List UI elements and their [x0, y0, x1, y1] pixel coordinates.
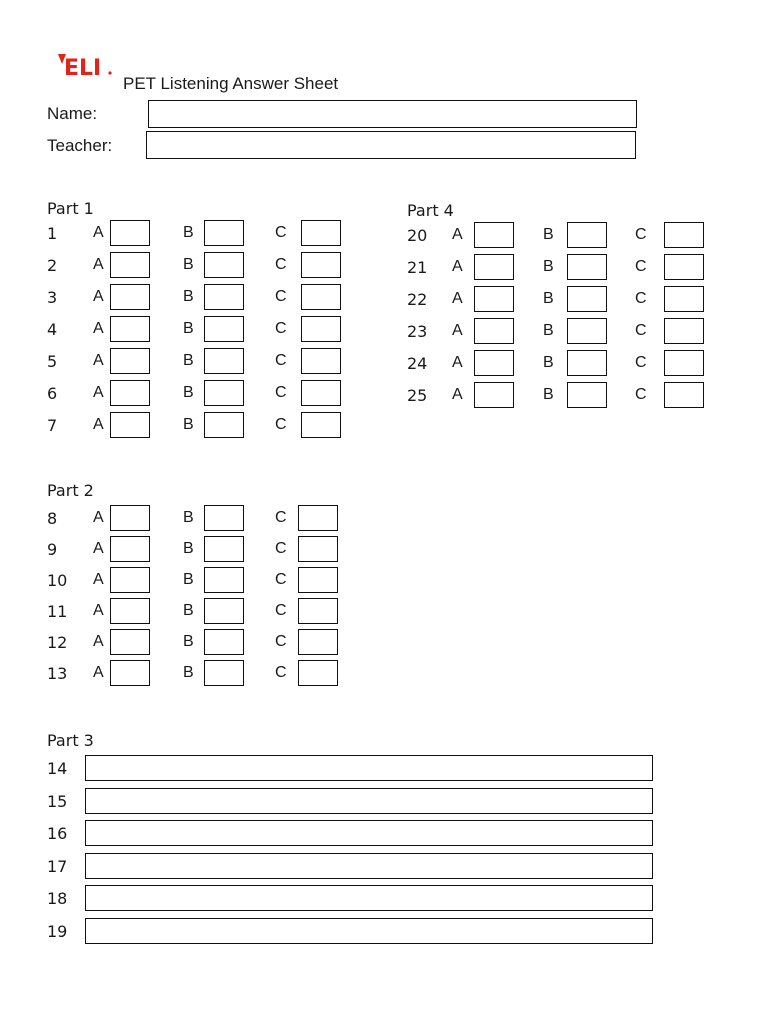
question-number: 5 [47, 352, 58, 371]
part3-heading: Part 3 [47, 731, 94, 750]
answer-box-q11-a[interactable] [110, 598, 150, 624]
option-label-a: A [93, 571, 104, 588]
option-label-b: B [183, 602, 194, 619]
question-number: 14 [47, 759, 68, 778]
option-label-c: C [275, 509, 287, 526]
question-number: 17 [47, 856, 68, 876]
option-label-a: A [452, 386, 463, 403]
option-label-b: B [543, 290, 554, 307]
option-label-b: B [183, 384, 194, 401]
option-label-b: B [543, 258, 554, 275]
question-number: 7 [47, 416, 58, 435]
option-label-c: C [275, 664, 287, 681]
option-label-a: A [452, 354, 463, 371]
option-label-b: B [543, 386, 554, 403]
question-number: 15 [47, 791, 68, 811]
answer-box-q10-c[interactable] [298, 567, 338, 593]
option-label-a: A [93, 416, 104, 433]
answer-box-q11-b[interactable] [204, 598, 244, 624]
answer-box-q21-b[interactable] [567, 254, 607, 280]
answer-box-q2-c[interactable] [301, 252, 341, 278]
answer-box-q21-c[interactable] [664, 254, 704, 280]
option-label-c: C [635, 290, 647, 307]
question-number: 4 [47, 320, 58, 339]
answer-box-q24-a[interactable] [474, 350, 514, 376]
option-label-c: C [275, 384, 287, 401]
svg-text:ELI: ELI [64, 56, 102, 78]
part4-heading: Part 4 [407, 201, 454, 220]
answer-box-q10-b[interactable] [204, 567, 244, 593]
question-number: 1 [47, 224, 58, 243]
option-label-b: B [183, 664, 194, 681]
answer-box-q7-a[interactable] [110, 412, 150, 438]
option-label-c: C [635, 322, 647, 339]
option-label-b: B [183, 256, 194, 273]
question-number: 13 [47, 664, 68, 683]
answer-box-q2-b[interactable] [204, 252, 244, 278]
answer-box-q6-b[interactable] [204, 380, 244, 406]
option-label-c: C [275, 416, 287, 433]
option-label-a: A [93, 509, 104, 526]
answer-box-q25-a[interactable] [474, 382, 514, 408]
question-number: 8 [47, 509, 58, 528]
option-label-b: B [183, 540, 194, 557]
option-label-b: B [183, 224, 194, 241]
question-number: 25 [407, 386, 428, 405]
eli-logo [56, 52, 114, 78]
option-label-b: B [543, 354, 554, 371]
answer-box-q23-b[interactable] [567, 318, 607, 344]
answer-field-q16[interactable] [85, 820, 653, 846]
answer-box-q6-c[interactable] [301, 380, 341, 406]
answer-box-q3-c[interactable] [301, 284, 341, 310]
question-number: 2 [47, 256, 58, 275]
answer-box-q4-a[interactable] [110, 316, 150, 342]
answer-box-q25-c[interactable] [664, 382, 704, 408]
option-label-a: A [93, 664, 104, 681]
option-label-b: B [183, 352, 194, 369]
answer-box-q5-b[interactable] [204, 348, 244, 374]
answer-field-q15[interactable] [85, 788, 653, 814]
answer-box-q22-a[interactable] [474, 286, 514, 312]
answer-box-q20-b[interactable] [567, 222, 607, 248]
option-label-a: A [93, 288, 104, 305]
option-label-c: C [635, 258, 647, 275]
question-number: 18 [47, 889, 68, 908]
name-field[interactable] [148, 100, 637, 128]
answer-box-q13-c[interactable] [298, 660, 338, 686]
answer-box-q3-b[interactable] [204, 284, 244, 310]
option-label-c: C [275, 224, 287, 241]
option-label-b: B [543, 322, 554, 339]
answer-box-q22-b[interactable] [567, 286, 607, 312]
question-number: 22 [407, 290, 428, 309]
option-label-c: C [275, 256, 287, 273]
option-label-a: A [93, 224, 104, 241]
option-label-c: C [275, 633, 287, 650]
answer-box-q5-c[interactable] [301, 348, 341, 374]
question-number: 10 [47, 571, 68, 590]
option-label-c: C [635, 386, 647, 403]
answer-box-q8-a[interactable] [110, 505, 150, 531]
option-label-b: B [183, 288, 194, 305]
option-label-c: C [275, 352, 287, 369]
answer-box-q3-a[interactable] [110, 284, 150, 310]
question-number: 21 [407, 258, 428, 277]
answer-box-q22-c[interactable] [664, 286, 704, 312]
answer-field-q17[interactable] [85, 853, 653, 879]
answer-box-q9-c[interactable] [298, 536, 338, 562]
question-number: 6 [47, 384, 58, 403]
answer-box-q20-a[interactable] [474, 222, 514, 248]
answer-box-q12-a[interactable] [110, 629, 150, 655]
question-number: 11 [47, 602, 68, 621]
answer-box-q23-a[interactable] [474, 318, 514, 344]
answer-box-q8-c[interactable] [298, 505, 338, 531]
option-label-a: A [452, 258, 463, 275]
answer-box-q25-b[interactable] [567, 382, 607, 408]
part1-heading: Part 1 [47, 199, 94, 218]
question-number: 20 [407, 226, 428, 245]
option-label-b: B [183, 509, 194, 526]
option-label-c: C [275, 288, 287, 305]
answer-box-q10-a[interactable] [110, 567, 150, 593]
teacher-field[interactable] [146, 131, 636, 159]
question-number: 24 [407, 354, 428, 373]
answer-box-q4-c[interactable] [301, 316, 341, 342]
question-number: 9 [47, 540, 58, 559]
answer-box-q5-a[interactable] [110, 348, 150, 374]
option-label-a: A [93, 352, 104, 369]
option-label-b: B [183, 416, 194, 433]
answer-box-q13-b[interactable] [204, 660, 244, 686]
answer-field-q14[interactable] [85, 755, 653, 781]
option-label-c: C [275, 602, 287, 619]
question-number: 19 [47, 921, 68, 941]
option-label-a: A [452, 322, 463, 339]
answer-box-q7-c[interactable] [301, 412, 341, 438]
option-label-c: C [635, 354, 647, 371]
answer-box-q20-c[interactable] [664, 222, 704, 248]
answer-box-q13-a[interactable] [110, 660, 150, 686]
option-label-a: A [93, 633, 104, 650]
question-number: 12 [47, 633, 68, 652]
option-label-a: A [452, 226, 463, 243]
option-label-a: A [93, 320, 104, 337]
answer-box-q1-c[interactable] [301, 220, 341, 246]
option-label-c: C [275, 571, 287, 588]
option-label-c: C [635, 226, 647, 243]
teacher-label: Teacher: [47, 136, 113, 155]
option-label-b: B [543, 226, 554, 243]
answer-box-q2-a[interactable] [110, 252, 150, 278]
option-label-a: A [93, 602, 104, 619]
answer-box-q24-c[interactable] [664, 350, 704, 376]
answer-box-q4-b[interactable] [204, 316, 244, 342]
answer-box-q23-c[interactable] [664, 318, 704, 344]
sheet-title: PET Listening Answer Sheet [123, 74, 339, 93]
answer-field-q19[interactable] [85, 918, 653, 944]
question-number: 3 [47, 288, 58, 307]
option-label-a: A [93, 384, 104, 401]
question-number: 23 [407, 322, 428, 341]
option-label-c: C [275, 540, 287, 557]
option-label-b: B [183, 633, 194, 650]
question-number: 16 [47, 824, 68, 843]
answer-box-q1-b[interactable] [204, 220, 244, 246]
answer-box-q1-a[interactable] [110, 220, 150, 246]
answer-box-q9-a[interactable] [110, 536, 150, 562]
part2-heading: Part 2 [47, 481, 94, 500]
answer-field-q18[interactable] [85, 885, 653, 911]
option-label-a: A [452, 290, 463, 307]
option-label-c: C [275, 320, 287, 337]
answer-box-q21-a[interactable] [474, 254, 514, 280]
option-label-a: A [93, 256, 104, 273]
answer-box-q11-c[interactable] [298, 598, 338, 624]
answer-box-q7-b[interactable] [204, 412, 244, 438]
option-label-b: B [183, 571, 194, 588]
answer-box-q12-b[interactable] [204, 629, 244, 655]
name-label: Name: [47, 104, 98, 123]
answer-box-q9-b[interactable] [204, 536, 244, 562]
answer-box-q6-a[interactable] [110, 380, 150, 406]
answer-box-q8-b[interactable] [204, 505, 244, 531]
option-label-b: B [183, 320, 194, 337]
option-label-a: A [93, 540, 104, 557]
answer-box-q24-b[interactable] [567, 350, 607, 376]
answer-box-q12-c[interactable] [298, 629, 338, 655]
